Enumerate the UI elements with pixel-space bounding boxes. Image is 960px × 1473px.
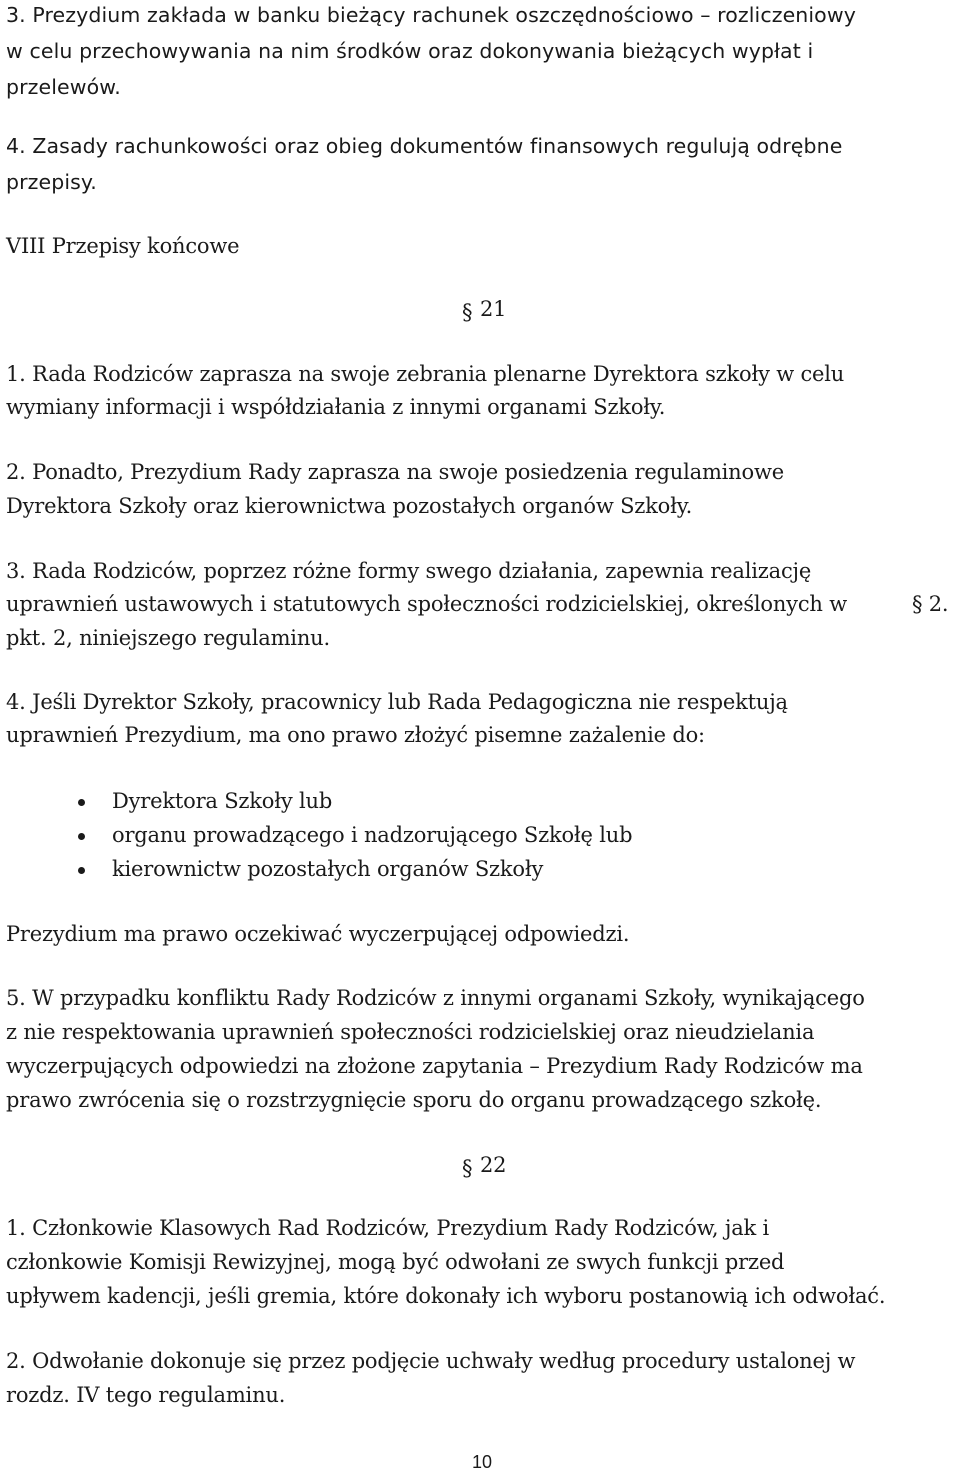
- s21-p4-line-1: 4. Jeśli Dyrektor Szkoły, pracownicy lub Rada Pedagogiczna nie respektują: [6, 690, 788, 714]
- s21-p3-line-2: uprawnień ustawowych i statutowych społeczności rodzicielskiej, określonych w: [6, 592, 847, 616]
- s21-p4-line-2: uprawnień Prezydium, ma ono prawo złożyć pisemne zażalenie do:: [6, 723, 705, 747]
- section-22-mark: §: [462, 1156, 473, 1180]
- s22-p1-line-1: 1. Członkowie Klasowych Rad Rodziców, Prezydium Rady Rodziców, jak i: [6, 1216, 770, 1240]
- section-21-mark: §: [462, 300, 473, 324]
- s21-p5-line-1: 5. W przypadku konfliktu Rady Rodziców z innymi organami Szkoły, wynikającego: [6, 986, 865, 1010]
- bullet-dot: [78, 867, 85, 874]
- bullet-item: Dyrektora Szkoły lub: [112, 789, 333, 813]
- s21-p3-line-1: 3. Rada Rodziców, poprzez różne formy swego działania, zapewnia realizację: [6, 559, 812, 583]
- section-22-number: 22: [480, 1153, 507, 1177]
- paragraph-3-line-2: w celu przechowywania na nim środków oraz dokonywania bieżących wypłat i: [6, 39, 814, 63]
- section-21-number: 21: [480, 297, 507, 321]
- s21-p1-line-1: 1. Rada Rodziców zaprasza na swoje zebrania plenarne Dyrektora szkoły w celu: [6, 362, 845, 386]
- chapter-heading: VIII Przepisy końcowe: [6, 234, 240, 258]
- s21-p3-ref: § 2.: [912, 592, 949, 616]
- bullet-dot: [78, 799, 85, 806]
- s22-p2-line-1: 2. Odwołanie dokonuje się przez podjęcie uchwały według procedury ustalonej w: [6, 1349, 856, 1373]
- paragraph-3-line-1: 3. Prezydium zakłada w banku bieżący rachunek oszczędnościowo – rozliczeniowy: [6, 3, 856, 27]
- s21-p5-line-3: wyczerpujących odpowiedzi na złożone zapytania – Prezydium Rady Rodziców ma: [6, 1054, 863, 1078]
- s22-p1-line-2: członkowie Komisji Rewizyjnej, mogą być odwołani ze swych funkcji przed: [6, 1250, 785, 1274]
- page-number: 10: [472, 1452, 493, 1472]
- s21-after-bullets: Prezydium ma prawo oczekiwać wyczerpującej odpowiedzi.: [6, 922, 630, 946]
- s21-p5-line-2: z nie respektowania uprawnień społeczności rodzicielskiej oraz nieudzielania: [6, 1020, 815, 1044]
- bullet-dot: [78, 833, 85, 840]
- s21-p3-line-3: pkt. 2, niniejszego regulaminu.: [6, 626, 330, 650]
- bullet-item: organu prowadzącego i nadzorującego Szkołę lub: [112, 823, 633, 847]
- s22-p1-line-3: upływem kadencji, jeśli gremia, które dokonały ich wyboru postanowią ich odwołać.: [6, 1284, 886, 1308]
- paragraph-3-line-3: przelewów.: [6, 75, 121, 99]
- paragraph-4-line-1: 4. Zasady rachunkowości oraz obieg dokumentów finansowych regulują odrębne: [6, 134, 843, 158]
- s22-p2-line-2: rozdz. IV tego regulaminu.: [6, 1383, 286, 1407]
- s21-p2-line-1: 2. Ponadto, Prezydium Rady zaprasza na swoje posiedzenia regulaminowe: [6, 460, 784, 484]
- paragraph-4-line-2: przepisy.: [6, 170, 97, 194]
- s21-p1-line-2: wymiany informacji i współdziałania z innymi organami Szkoły.: [6, 395, 666, 419]
- bullet-item: kierownictw pozostałych organów Szkoły: [112, 857, 544, 881]
- s21-p5-line-4: prawo zwrócenia się o rozstrzygnięcie sporu do organu prowadzącego szkołę.: [6, 1088, 822, 1112]
- s21-p2-line-2: Dyrektora Szkoły oraz kierownictwa pozostałych organów Szkoły.: [6, 494, 693, 518]
